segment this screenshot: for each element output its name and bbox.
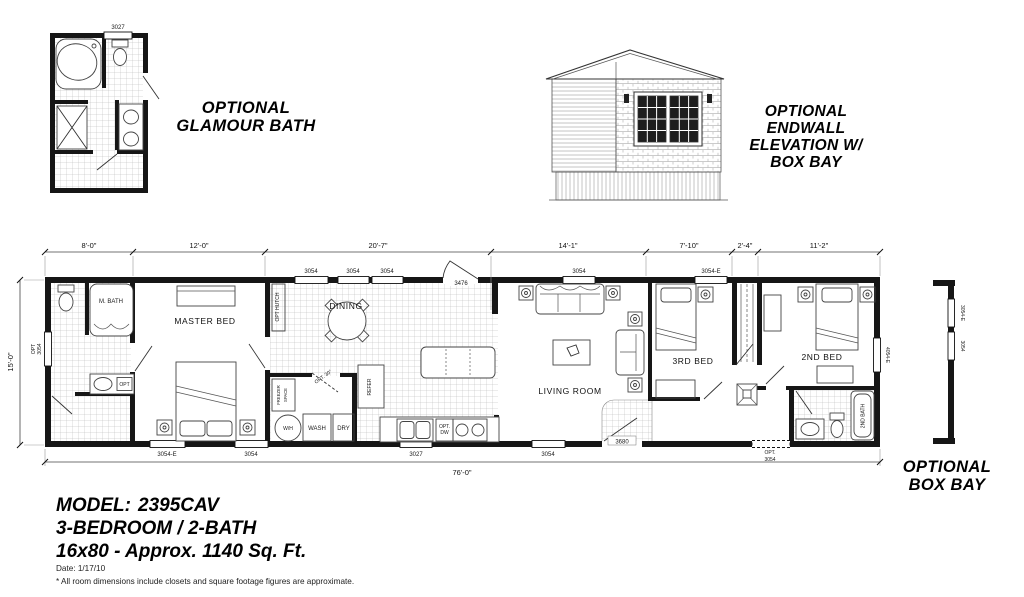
window-3rd-bed [695,277,727,284]
glamour-shower [57,106,87,149]
window-label: 4054-E [884,346,890,364]
dim-bottom: 76'-0" [452,468,472,477]
model-value: 2395CAV [138,495,219,516]
wh-label: W/H [283,426,293,432]
glamour-title-line2: GLAMOUR BATH [176,117,316,135]
date-line: Date: 1/17/10 [56,564,106,573]
box-bay-window-3054 [948,332,955,360]
box-bay-title [903,458,991,494]
coffee-table [553,340,590,365]
kitchen-island [421,347,495,378]
loveseat [616,330,644,375]
glamour-toilet [112,40,128,66]
bath-vanity [90,374,134,394]
opt-door-label: OPT. 30" [313,368,334,386]
window-opt-hall [752,441,790,448]
third-bed-door-swing [704,382,722,399]
closet-door-swing [736,344,753,365]
second-bed-nightstand-left [798,287,813,302]
door-label: 3476 [454,281,468,287]
refer-label: REFER [367,378,373,396]
room-label-2nd-bed: 2ND BED [801,352,843,362]
window-label: 3054 [346,269,360,275]
third-bed-dresser [656,380,695,398]
window-master-2 [235,441,268,448]
porch-light-right [707,94,712,103]
third-bed-nightstand [698,287,713,302]
garden-tub [52,39,101,89]
window-label-opt: OPT. [764,450,776,456]
water-heater [275,415,301,441]
hall-closet [736,284,757,405]
second-bath-sink [796,419,824,439]
disclaimer-note: * All room dimensions include closets and square footage figures are approximate. [56,577,355,586]
third-bed [656,284,696,350]
dim-left: 15'-0" [6,352,15,372]
master-dresser [177,286,235,306]
box-bay-plan [933,280,965,444]
window-label: 3054 [304,269,318,275]
window-dining-3 [372,277,403,284]
window-label: 3054 [37,343,43,355]
opt-sink-label: OPT [119,382,130,388]
room-label-master-bed: MASTER BED [174,316,236,326]
glamour-bath-title [176,99,316,135]
second-bed-dresser [817,366,853,383]
window-label: OPT [31,343,37,355]
toilet [58,285,74,311]
second-bed-room [764,284,875,384]
window-label: 3054-E [157,452,177,458]
window-label: 3054-E [701,269,721,275]
third-bed-room [656,284,722,399]
top-wall-openings [295,261,727,287]
elevation-siding-wall [552,79,616,172]
dim-top-4: 14'-1" [558,241,578,250]
dim-top-7: 11'-2" [809,241,829,250]
box-bay-title-line2: BOX BAY [908,476,986,494]
second-bath-tub [851,391,874,440]
size-line: 16x80 - Approx. 1140 Sq. Ft. [56,541,307,562]
dry-label: DRY [337,426,350,432]
elevation-skirting [556,172,720,200]
door-label: 3680 [615,439,629,446]
end-table-right [606,286,620,300]
elevation-window [634,92,702,146]
wash-label: WASH [308,426,326,432]
dim-top-2: 12'-0" [189,241,209,250]
master-tub [90,284,133,336]
window-master-1 [150,441,185,448]
nightstand-left [157,420,172,435]
window-label: 3054 [541,452,555,458]
porch-light-left [624,94,629,103]
living-room [519,284,644,396]
opt-hutch-label: OPT HUTCH [275,292,281,322]
end-table-left [519,286,533,300]
endwall-title-line1: OPTIONAL [764,103,848,120]
room-label-2nd-bath: 2ND BATH [860,403,867,429]
endwall-title-line4: BOX BAY [770,154,842,171]
glamour-window-3027 [104,32,132,39]
bedroom-bath-line: 3-BEDROOM / 2-BATH [56,518,257,539]
nightstand-right [240,420,255,435]
second-bed-nightstand-right [860,287,875,302]
box-bay-title-line1: OPTIONAL [902,458,992,476]
opt-dw-label1: OPT. [438,424,451,430]
room-label-3rd-bed: 3RD BED [672,356,714,366]
window-label-opt-num: 3054 [764,457,776,463]
freezer-label1: FREEZER [276,385,281,405]
sofa [536,284,604,314]
dim-top-1: 8'-0" [81,241,97,250]
room-label-m-bath: M. BATH [99,299,123,305]
endwall-title-line2: ENDWALL [766,120,846,137]
second-bath-toilet [830,413,844,438]
room-label-dining: DINING [329,301,363,311]
window-dining-1 [295,277,328,284]
entry-door-3476 [443,261,478,287]
lamp-table-upper [628,312,642,326]
main-floor-plan [6,241,890,477]
glamour-window-label: 3027 [111,25,125,31]
room-label-living: LIVING ROOM [538,386,602,396]
window-dining-2 [338,277,369,284]
dim-top-5: 7'-10" [679,241,699,250]
endwall-title-line3: ELEVATION W/ [749,137,863,154]
box-bay-window-3054e [948,299,955,327]
kitchen-counter [380,417,499,442]
opt-dw-label2: DW [440,430,449,436]
dim-top-6: 2'-4" [737,241,753,250]
dim-top-3: 20'-7" [368,241,388,250]
second-bed [816,284,858,350]
master-door-swing-bath [135,346,152,371]
master-bed-room [135,286,265,441]
refrigerator [358,365,384,408]
glamour-title-line1: OPTIONAL [201,99,291,117]
freezer-label2: SPACE [283,388,288,402]
glamour-vanity [119,104,143,150]
window-label: 3054-E [959,304,965,322]
window-label: 3027 [409,452,423,458]
window-living-top [563,277,595,284]
lamp-table-lower [628,378,642,392]
master-bed [176,362,236,441]
window-left-opt [45,332,52,366]
window-living-bottom [532,441,565,448]
window-label: 3054 [380,269,394,275]
window-label: 3054 [959,340,965,352]
glamour-door-swing [143,76,159,99]
glamour-bath-plan [50,25,159,193]
entry-tile [602,400,652,442]
second-bed-chest [764,295,781,331]
master-door-swing-hall [249,344,265,368]
window-label: 3054 [572,269,586,275]
model-label: MODEL: [56,495,131,516]
elevation-roof [546,50,724,79]
second-bed-door-swing [766,366,784,384]
endwall-title [749,103,864,171]
window-right-4054e [874,338,881,372]
furnace [737,384,757,405]
window-label: 3054 [244,452,258,458]
endwall-elevation [546,50,728,200]
footer [56,495,354,586]
